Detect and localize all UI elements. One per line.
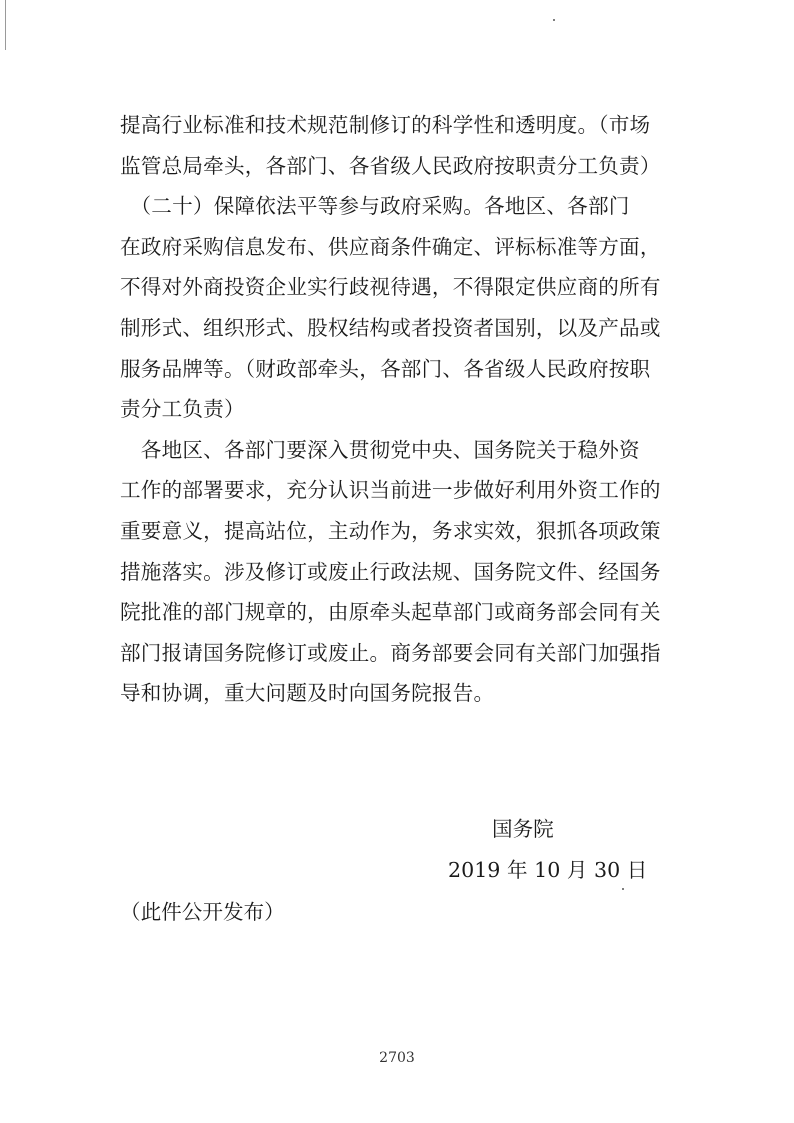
scan-edge-mark: [5, 0, 6, 50]
text-line: 制形式、组织形式、股权结构或者投资者国别，以及产品或: [120, 315, 661, 340]
publication-note: （此件公开发布）: [120, 900, 285, 924]
page-number: 2703: [379, 1050, 415, 1066]
text-line: 院批准的部门规章的，由原牵头起草部门或商务部会同有关: [120, 600, 661, 625]
text-line: （二十）保障依法平等参与政府采购。各地区、各部门: [120, 194, 630, 219]
text-line: 服务品牌等。（财政部牵头，各部门、各省级人民政府按职: [120, 356, 651, 381]
text-line: 工作的部署要求，充分认识当前进一步做好利用外资工作的: [120, 478, 661, 503]
text-line: 导和协调，重大问题及时向国务院报告。: [120, 681, 495, 706]
issue-date: 2019 年 10 月 30 日: [448, 858, 648, 882]
text-line: 部门报请国务院修订或废止。商务部要会同有关部门加强指: [120, 640, 661, 665]
scan-speck: [622, 888, 624, 890]
text-line: 监管总局牵头，各部门、各省级人民政府按职责分工负责）: [120, 153, 661, 178]
body-text: [120, 105, 680, 714]
text-line: 提高行业标准和技术规范制修订的科学性和透明度。（市场: [120, 113, 651, 137]
scan-speck: [553, 19, 555, 21]
signing-authority: 国务院: [492, 817, 554, 841]
text-line: 不得对外商投资企业实行歧视待遇，不得限定供应商的所有: [120, 275, 661, 300]
text-line: 责分工负责）: [120, 397, 245, 422]
text-line: 各地区、各部门要深入贯彻党中央、国务院关于稳外资: [120, 437, 640, 462]
text-line: 在政府采购信息发布、供应商条件确定、评标标准等方面，: [120, 234, 661, 259]
text-line: 重要意义，提高站位，主动作为，务求实效，狠抓各项政策: [120, 518, 661, 543]
text-line: 措施落实。涉及修订或废止行政法规、国务院文件、经国务: [120, 559, 661, 584]
